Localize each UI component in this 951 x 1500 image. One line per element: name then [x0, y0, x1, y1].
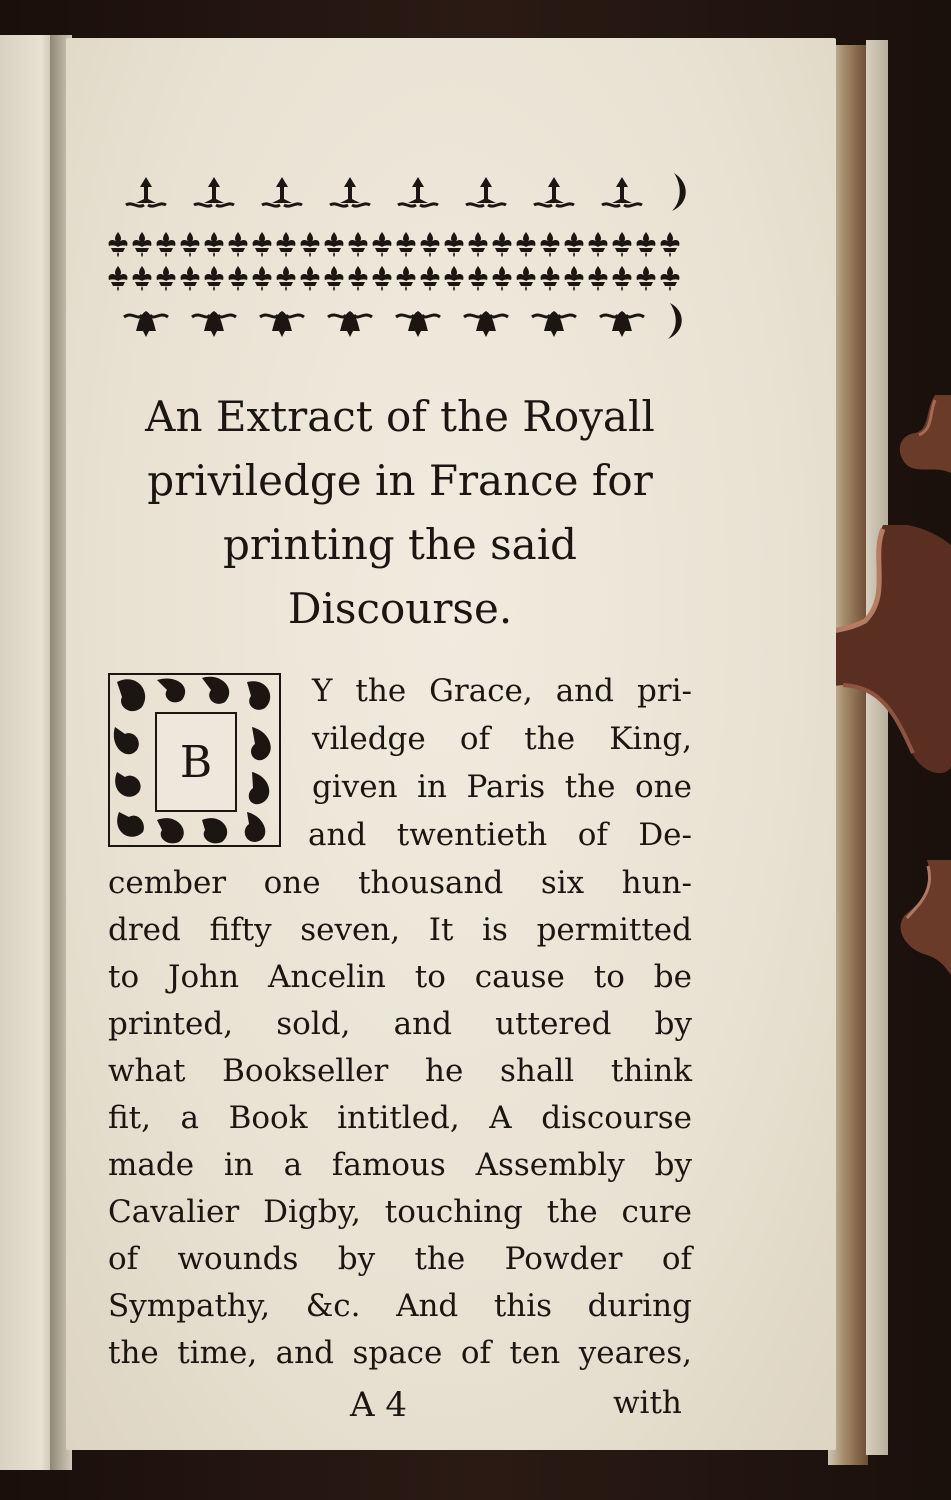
title-line: printing the said	[222, 520, 578, 569]
fleuron-border-icon	[106, 165, 690, 355]
page-title	[95, 385, 705, 641]
text-line: dred fifty seven, It is permitted	[108, 912, 692, 948]
text-line: what Bookseller he shall think	[108, 1053, 692, 1089]
title-line: priviledge in France for	[147, 456, 653, 505]
text-line: Cavalier Digby, touching the cure	[108, 1194, 692, 1230]
catchword: with	[613, 1385, 682, 1421]
text-line: Y the Grace, and pri-	[312, 673, 692, 709]
text-line: cember one thousand six hun-	[108, 865, 692, 901]
text-line: the time, and space of ten yeares,	[108, 1335, 692, 1371]
title-line: An Extract of the Royall	[145, 392, 655, 441]
initial-letter: B	[155, 712, 237, 812]
decorated-initial	[107, 672, 282, 848]
text-line: Sympathy, &c. And this during	[108, 1288, 692, 1324]
text-line: viledge of the King,	[312, 721, 692, 757]
text-line: made in a famous Assembly by	[108, 1147, 692, 1183]
metal-clasp-icon	[897, 860, 951, 975]
metal-clasp-icon	[895, 395, 951, 490]
text-line: and twentieth of De-	[308, 817, 692, 853]
text-line: printed, sold, and uttered by	[108, 1006, 692, 1042]
signature-mark: A 4	[350, 1385, 407, 1425]
text-line: given in Paris the one	[312, 769, 692, 805]
text-line: to John Ancelin to cause to be	[108, 959, 692, 995]
text-line: fit, a Book intitled, A discourse	[108, 1100, 692, 1136]
text-line: of wounds by the Powder of	[108, 1241, 692, 1277]
title-line: Discourse.	[287, 584, 513, 633]
